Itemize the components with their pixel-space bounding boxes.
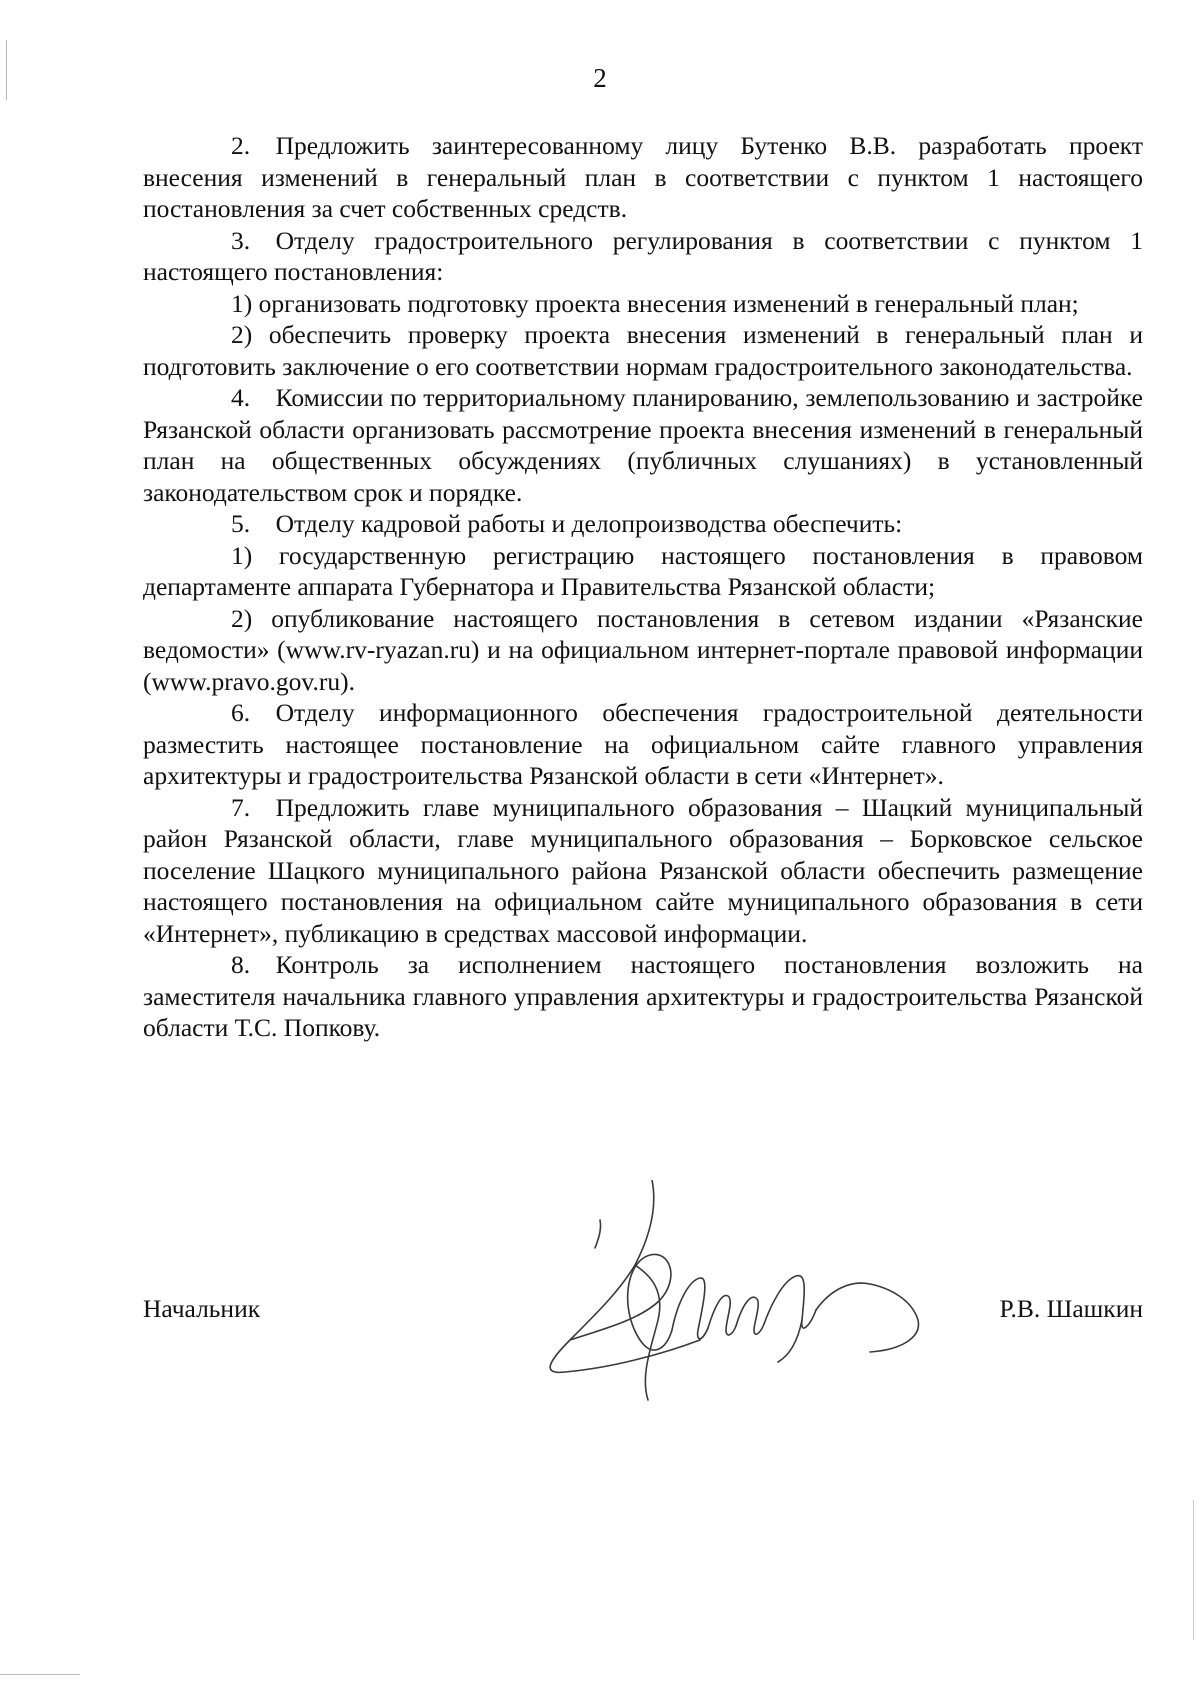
paragraph-3-1: 1) организовать подготовку проекта внесения изменений в генеральный план;: [231, 288, 1079, 318]
paragraph-3: 3. Отделу градостроительного регулирования в соответствии с пунктом 1 настоящего постановления:: [143, 225, 1143, 286]
signatory-name: Р.В. Шашкин: [999, 1294, 1143, 1323]
signatory-title: Начальник: [143, 1294, 261, 1323]
scan-edge-right: [1193, 1500, 1194, 1640]
signature-block: [143, 1293, 1143, 1333]
scan-edge-bottom: [0, 1674, 80, 1675]
paragraph-8: 8. Контроль за исполнением настоящего постановления возложить на заместителя начальника главного управления архитектуры и градостроительства Рязанской области Т.С. Попкову.: [143, 950, 1143, 1042]
paragraph-3-2: 2) обеспечить проверку проекта внесения изменений в генеральный план и подготовить заключение о его соответствии нормам градостроительного законодательства.: [143, 320, 1143, 381]
paragraph-4: 4. Комиссии по территориальному планированию, землепользованию и застройке Рязанской области организовать рассмотрение проекта внесения изменений в генеральный план на общественных обсуждениях (публичных слушаниях) в установленный законодательством срок и порядке.: [143, 383, 1143, 507]
document-body: [143, 130, 1143, 1044]
paragraph-5-2: 2) опубликование настоящего постановления в сетевом издании «Рязанские ведомости» (www.rv-ryazan.ru) и на официальном интернет-портале правовой информации (www.pravo.gov.ru).: [143, 603, 1143, 696]
page-number: 2: [593, 63, 607, 93]
paragraph-5: 5. Отделу кадровой работы и делопроизводства обеспечить:: [231, 509, 903, 538]
paragraph-7: 7. Предложить главе муниципального образования – Шацкий муниципальный район Рязанской области, главе муниципального образования – Борковское сельское поселение Шацкого муниципального района Рязанской области обеспечить размещение настоящего постановления на официальном сайте муниципального образования в сети «Интернет», публикацию в средствах массовой информации.: [143, 792, 1143, 948]
paragraph-2: 2. Предложить заинтересованному лицу Бутенко В.В. разработать проект внесения изменений в генеральный план в соответствии с пунктом 1 настоящего постановления за счет собственных средств.: [143, 131, 1143, 223]
paragraph-5-1: 1) государственную регистрацию настоящего постановления в правовом департаменте аппарата Губернатора и Правительства Рязанской области;: [143, 540, 1143, 601]
paragraph-6: 6. Отделу информационного обеспечения градостроительной деятельности разместить настоящее постановление на официальном сайте главного управления архитектуры и градостроительства Рязанской области в сети «Интернет».: [143, 698, 1143, 790]
